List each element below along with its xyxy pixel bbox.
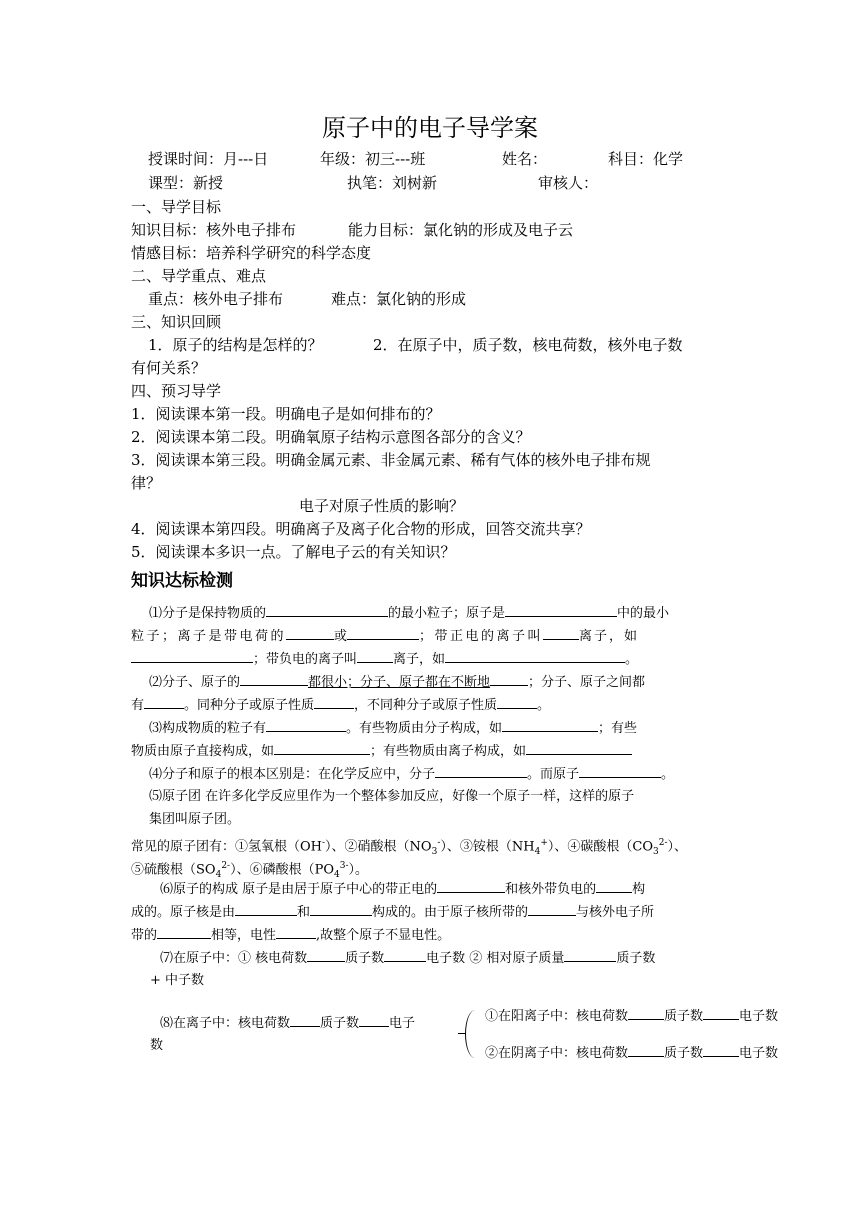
preview-item: 5．阅读课本多识一点。了解电子云的有关知识？	[131, 543, 456, 561]
answer-blank[interactable]	[628, 1042, 664, 1057]
answer-blank[interactable]	[240, 671, 308, 686]
answer-blank[interactable]	[357, 648, 393, 663]
knowledge-goal: 知识目标：核外电子排布	[131, 221, 297, 239]
test-item-6: ⑹原子的构成 原子是由居于原子中心的带正电的 和核外带负电的 构	[160, 878, 645, 901]
key-point: 重点：核外电子排布	[148, 290, 284, 308]
radical-list: 常见的原子团有：①氢氧根（OH-）、②硝酸根$(NO_3^-)$、③铵根$(NH_4^+)$、④碳酸根$(CO_3^{2-})$、	[131, 838, 688, 857]
test-item-2-line2: 有 。同种分子或原子性质 ，不同种分子或原子性质 。	[131, 694, 550, 717]
answer-blank[interactable]	[235, 901, 297, 916]
test-item-3: ⑶构成物质的粒子有 。有些物质由分子构成，如 ；有些	[149, 717, 637, 740]
test-item-8: ⑻在离子中：核电荷数 质子数 电子	[160, 1012, 415, 1035]
answer-blank[interactable]	[505, 602, 617, 617]
section-heading: 三、知识回顾	[131, 313, 222, 331]
answer-blank[interactable]	[445, 648, 625, 663]
page-title: 原子中的电子导学案	[322, 114, 538, 142]
review-question: 1．原子的结构是怎样的？	[148, 336, 323, 354]
preview-item: 2．阅读课本第二段。明确氧原子结构示意图各部分的含义？	[131, 428, 531, 446]
anion-rule: ②在阴离子中：核电荷数 质子数 电子数	[485, 1042, 778, 1065]
radical-list-line2: ⑤硫酸根$(SO_4^{2-})$、⑥磷酸根$(PO_4^{3-})$。	[131, 861, 369, 880]
test-item-5: ⑸原子团 在许多化学反应里作为一个整体参加反应，好像一个原子一样，这样的原子	[149, 789, 635, 804]
preview-item: 4．阅读课本第四段。明确离子及离子化合物的形成，回答交流共享？	[131, 520, 591, 538]
answer-blank[interactable]	[359, 1012, 389, 1027]
test-item-6-line2: 成的。原子核是由 和 构成的。由于原子核所带的 与核外电子所	[131, 901, 654, 924]
answer-blank[interactable]	[579, 763, 661, 778]
test-item-3-line2: 物质由原子直接构成，如 ；有些物质由离子构成，如	[131, 740, 632, 763]
header-time: 授课时间：月---日	[148, 150, 269, 168]
section-heading: 四、预习导学	[131, 382, 222, 400]
brace-symbol	[465, 1010, 478, 1058]
header-reviewer: 审核人：	[538, 174, 599, 192]
test-item-1-line3: ；带负电的离子叫 离子，如 。	[131, 648, 638, 671]
header-type: 课型：新授	[148, 174, 224, 192]
answer-blank[interactable]	[435, 763, 527, 778]
preview-item: 1．阅读课本第一段。明确电子是如何排布的？	[131, 405, 441, 423]
answer-blank[interactable]	[490, 671, 528, 686]
test-item-4: ⑷分子和原子的根本区别是：在化学反应中，分子 。而原子 。	[149, 763, 674, 786]
header-subject: 科目：化学	[608, 150, 684, 168]
answer-blank[interactable]	[437, 878, 505, 893]
ability-goal: 能力目标：氯化钠的形成及电子云	[348, 221, 574, 239]
answer-blank[interactable]	[144, 694, 184, 709]
answer-blank[interactable]	[266, 602, 388, 617]
answer-blank[interactable]	[310, 901, 372, 916]
test-item-7-line2: + 中子数	[150, 973, 205, 988]
preview-item-cont: 律？	[131, 474, 162, 492]
header-grade: 年级：初三---班	[320, 150, 426, 168]
test-item-1: ⑴分子是保持物质的 的最小粒子；原子是 中的最小	[149, 602, 669, 625]
answer-blank[interactable]	[276, 924, 316, 939]
preview-item-cont: 电子对原子性质的影响？	[299, 497, 465, 515]
answer-blank[interactable]	[703, 1042, 739, 1057]
answer-blank[interactable]	[384, 947, 426, 962]
answer-blank[interactable]	[347, 625, 419, 640]
answer-blank[interactable]	[157, 924, 211, 939]
answer-blank[interactable]	[266, 717, 346, 732]
answer-blank[interactable]	[502, 717, 598, 732]
header-name: 姓名：	[502, 150, 548, 168]
answer-blank[interactable]	[286, 625, 334, 640]
answer-blank[interactable]	[564, 947, 616, 962]
review-question-cont: 有何关系？	[131, 359, 207, 377]
test-item-2: ⑵分子、原子的 都很小；分子、原子都在不断地 ；分子、原子之间都	[149, 671, 645, 694]
answer-blank[interactable]	[314, 694, 354, 709]
answer-blank[interactable]	[596, 878, 632, 893]
answer-blank[interactable]	[290, 1012, 320, 1027]
answer-blank[interactable]	[628, 1005, 664, 1020]
test-item-1-line2: 粒子；离子是带电荷的 或 ；带正电的离子叫 离子，如	[131, 625, 639, 648]
test-item-6-line3: 带的 相等，电性 ,故整个原子不显电性。	[131, 924, 450, 947]
difficult-point: 难点：氯化钠的形成	[331, 290, 467, 308]
answer-blank[interactable]	[274, 740, 370, 755]
answer-blank[interactable]	[526, 740, 632, 755]
answer-blank[interactable]	[307, 947, 345, 962]
answer-blank[interactable]	[528, 901, 576, 916]
answer-blank[interactable]	[543, 625, 579, 640]
test-heading: 知识达标检测	[131, 571, 233, 591]
answer-blank[interactable]	[497, 694, 537, 709]
test-item-8-line2: 数	[150, 1038, 164, 1053]
answer-blank[interactable]	[703, 1005, 739, 1020]
review-question: 2．在原子中，质子数，核电荷数，核外电子数	[373, 336, 683, 354]
preview-item: 3．阅读课本第三段。明确金属元素、非金属元素、稀有气体的核外电子排布规	[131, 451, 651, 469]
cation-rule: ①在阳离子中：核电荷数 质子数 电子数	[485, 1005, 778, 1028]
section-heading: 二、导学重点、难点	[131, 267, 267, 285]
answer-blank[interactable]	[131, 648, 253, 663]
header-author: 执笔：刘树新	[347, 174, 438, 192]
test-item-5-line2: 集团叫原子团。	[149, 812, 241, 827]
test-item-7: ⑺在原子中：① 核电荷数 质子数 电子数 ② 相对原子质量 质子数	[160, 947, 655, 970]
section-heading: 一、导学目标	[131, 198, 222, 216]
emotion-goal: 情感目标：培养科学研究的科学态度	[131, 244, 372, 262]
